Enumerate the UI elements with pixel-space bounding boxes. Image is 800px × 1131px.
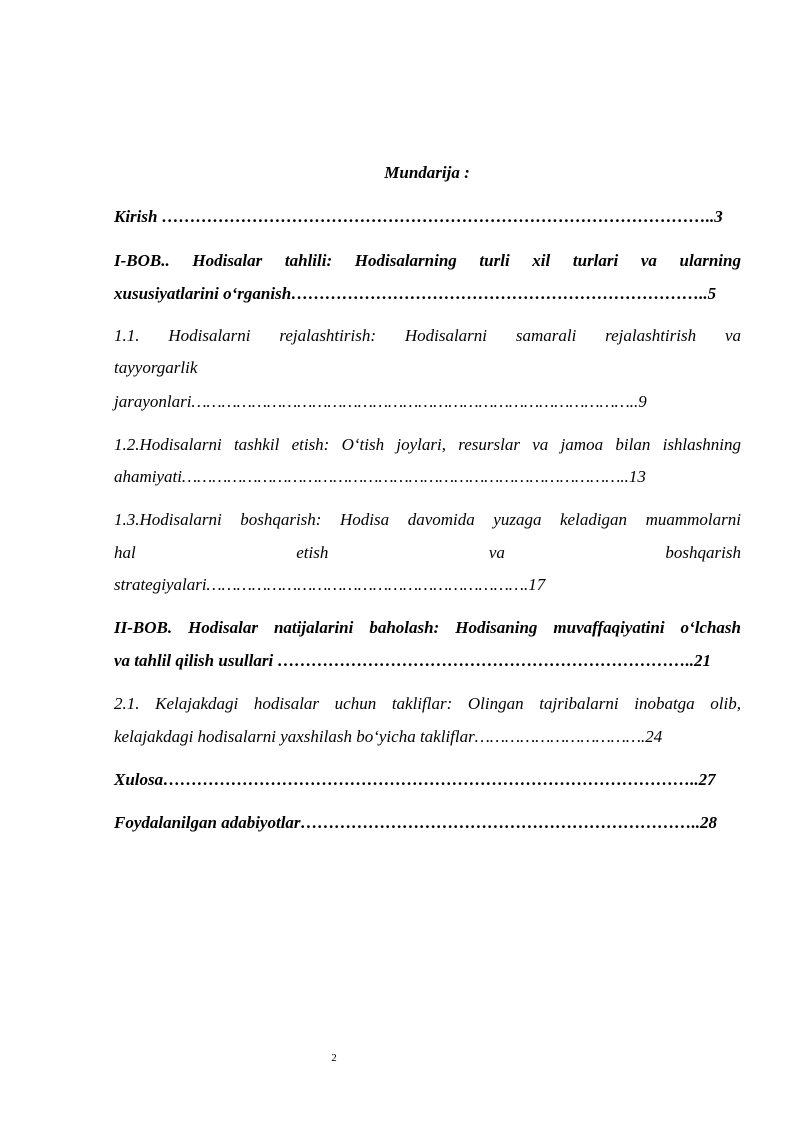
- toc-title: Mundarija :: [384, 163, 470, 182]
- toc-entry-1-3-line-3[interactable]: strategiyalari……………………………………………………….17: [114, 575, 546, 594]
- toc-entry-1-2-line-1[interactable]: 1.2.Hodisalarni tashkil etish: O‘tish joylari, resurslar va jamoa bilan ishlashning: [114, 435, 741, 454]
- toc-entry-chapter-1-line-1[interactable]: I-BOB.. Hodisalar tahlili: Hodisalarning turli xil turlari va ularning: [114, 251, 741, 270]
- toc-entry-1-1-line-1[interactable]: 1.1. Hodisalarni rejalashtirish: Hodisalarni samarali rejalashtirish va: [114, 326, 741, 345]
- toc-entry-chapter-2-line-2[interactable]: va tahlil qilish usullari ………………………………………………………………..21: [114, 651, 711, 670]
- toc-entry-1-3-line-1[interactable]: 1.3.Hodisalarni boshqarish: Hodisa davomida yuzaga keladigan muammolarni: [114, 510, 741, 529]
- toc-entry-chapter-2-line-1[interactable]: II-BOB. Hodisalar natijalarini baholash: Hodisaning muvaffaqiyatini o‘lchash: [114, 618, 741, 637]
- toc-entry-2-1-line-1[interactable]: 2.1. Kelajakdagi hodisalar uchun takliflar: Olingan tajribalarni inobatga olib,: [114, 694, 741, 713]
- toc-entry-references[interactable]: Foydalanilgan adabiyotlar……………………………………………………………..28: [114, 813, 718, 832]
- toc-entry-kirish[interactable]: Kirish ……………………………………………………………………………………..3: [114, 207, 723, 226]
- toc-entry-1-1-line-3[interactable]: jarayonlari……………………………………………………………………………..9: [114, 392, 647, 411]
- toc-entry-1-3-line-2[interactable]: hal etish va boshqarish: [114, 543, 741, 562]
- toc-entry-chapter-1-line-2[interactable]: xususiyatlarini o‘rganish………………………………………………………………..5: [114, 284, 717, 303]
- toc-entry-2-1-line-2[interactable]: kelajakdagi hodisalarni yaxshilash bo‘yicha takliflar…………………………….24: [114, 727, 663, 746]
- toc-entry-1-1-line-2[interactable]: tayyorgarlik: [114, 358, 198, 377]
- toc-entry-xulosa[interactable]: Xulosa…………………………………………………………………………………..27: [114, 770, 716, 789]
- page-number: 2: [331, 1052, 337, 1064]
- toc-entry-1-2-line-2[interactable]: ahamiyati……………………………………………………………………………..13: [114, 467, 646, 486]
